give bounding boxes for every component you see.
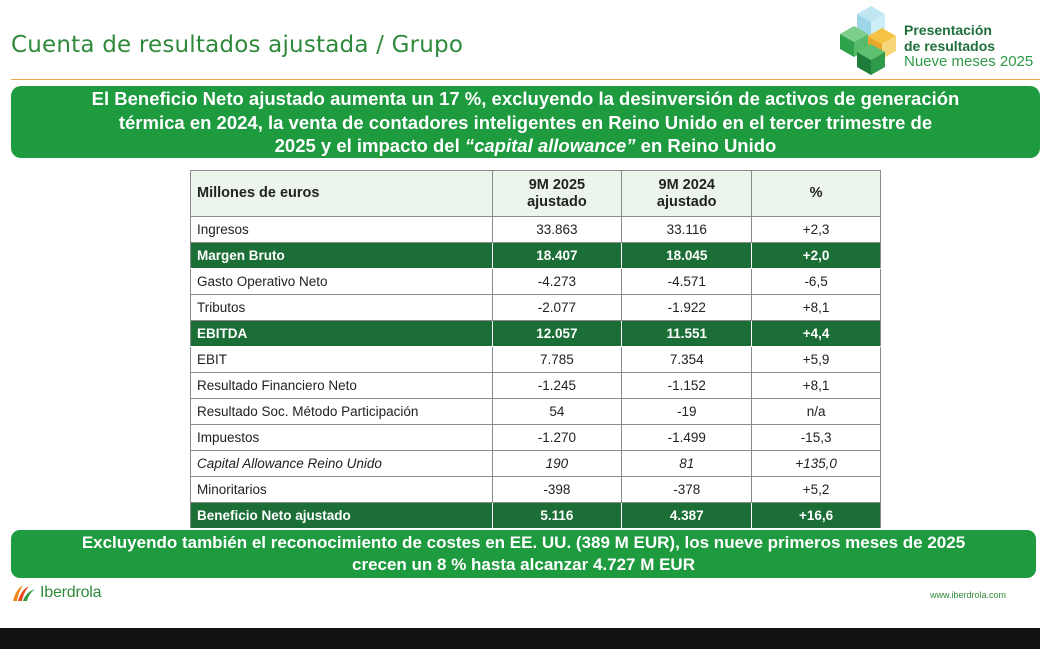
header-9m-2024-line2: ajustado [656, 193, 717, 210]
footer-note-banner [11, 530, 1036, 578]
headline-line3-pre: 2025 y el impacto del [274, 135, 465, 156]
value-9m-2025: 12.057 [492, 321, 622, 347]
header-9m-2024 [622, 171, 752, 217]
results-table [190, 170, 881, 529]
row-label: Beneficio Neto ajustado [191, 503, 493, 529]
value-percent: -6,5 [752, 269, 881, 295]
row-label: Impuestos [191, 425, 493, 451]
value-9m-2024: 7.354 [622, 347, 752, 373]
header-millones: Millones de euros [191, 171, 493, 217]
headline-line3 [11, 134, 1040, 158]
value-9m-2024: 33.116 [622, 217, 752, 243]
table-row [191, 425, 881, 451]
value-9m-2024: -378 [622, 477, 752, 503]
value-9m-2025: -398 [492, 477, 622, 503]
value-9m-2025: -4.273 [492, 269, 622, 295]
value-9m-2024: -19 [622, 399, 752, 425]
table-row [191, 321, 881, 347]
value-9m-2024: 4.387 [622, 503, 752, 529]
header-percent: % [752, 171, 881, 217]
brand-line3: Nueve meses 2025 [904, 53, 1034, 70]
row-label: Resultado Financiero Neto [191, 373, 493, 399]
row-label: Tributos [191, 295, 493, 321]
value-9m-2024: -1.152 [622, 373, 752, 399]
table-row [191, 217, 881, 243]
value-9m-2024: -1.922 [622, 295, 752, 321]
presentation-cubes-logo [840, 4, 902, 76]
footer-note-line1: Excluyendo también el reconocimiento de costes en EE. UU. (389 M EUR), los nueve primeros meses de 2025 [81, 533, 966, 552]
header-9m-2025-line1: 9M 2025 [528, 176, 586, 193]
value-percent: +4,4 [752, 321, 881, 347]
footer-note-line2: crecen un 8 % hasta alcanzar 4.727 M EUR [352, 555, 695, 574]
value-percent: +2,3 [752, 217, 881, 243]
row-label: EBIT [191, 347, 493, 373]
bottom-bar [0, 628, 1040, 649]
header-9m-2025-line2: ajustado [527, 193, 587, 210]
table-row [191, 243, 881, 269]
row-label: Margen Bruto [191, 243, 493, 269]
value-9m-2025: 190 [492, 451, 622, 477]
value-9m-2025: -1.245 [492, 373, 622, 399]
table-row [191, 399, 881, 425]
value-percent: +8,1 [752, 295, 881, 321]
table-row [191, 477, 881, 503]
headline-banner [11, 86, 1040, 158]
row-label: Resultado Soc. Método Participación [191, 399, 493, 425]
row-label: Minoritarios [191, 477, 493, 503]
value-9m-2024: 18.045 [622, 243, 752, 269]
value-percent: +135,0 [752, 451, 881, 477]
presentation-brand [904, 22, 1033, 70]
table-header-row [191, 171, 881, 217]
headline-line3-post: en Reino Unido [635, 135, 777, 156]
page-title: Cuenta de resultados ajustada / Grupo [11, 32, 464, 58]
value-percent: +2,0 [752, 243, 881, 269]
headline-line3-emphasis: “capital allowance” [464, 135, 636, 156]
brand-line1: Presentación [904, 22, 992, 38]
table-row [191, 451, 881, 477]
value-9m-2025: 54 [492, 399, 622, 425]
row-label: Gasto Operativo Neto [191, 269, 493, 295]
value-percent: +5,9 [752, 347, 881, 373]
value-9m-2025: -1.270 [492, 425, 622, 451]
row-label: EBITDA [191, 321, 493, 347]
value-percent: +5,2 [752, 477, 881, 503]
header-9m-2024-line1: 9M 2024 [658, 176, 715, 193]
value-9m-2025: 5.116 [492, 503, 622, 529]
value-9m-2024: 81 [622, 451, 752, 477]
value-percent: +8,1 [752, 373, 881, 399]
row-label: Ingresos [191, 217, 493, 243]
value-9m-2025: 18.407 [492, 243, 622, 269]
value-9m-2024: -1.499 [622, 425, 752, 451]
headline-line1: El Beneficio Neto ajustado aumenta un 17 %, excluyendo la desinversión de activos de generación [91, 88, 960, 109]
value-percent: +16,6 [752, 503, 881, 529]
value-percent: n/a [752, 399, 881, 425]
table-row [191, 373, 881, 399]
headline-line2: térmica en 2024, la venta de contadores inteligentes en Reino Unido en el tercer trimestre de [118, 111, 933, 133]
header-9m-2025 [492, 171, 622, 217]
value-9m-2025: -2.077 [492, 295, 622, 321]
table-row [191, 347, 881, 373]
iberdrola-logo [11, 583, 101, 603]
table-body [191, 217, 881, 529]
value-9m-2024: -4.571 [622, 269, 752, 295]
table-row [191, 269, 881, 295]
website-link[interactable]: www.iberdrola.com [930, 590, 1007, 600]
row-label: Capital Allowance Reino Unido [191, 451, 493, 477]
value-9m-2025: 33.863 [492, 217, 622, 243]
brand-line2: de resultados [904, 38, 996, 54]
table-row [191, 503, 881, 529]
table-row [191, 295, 881, 321]
value-9m-2025: 7.785 [492, 347, 622, 373]
iberdrola-wordmark: Iberdrola [40, 584, 102, 601]
iberdrola-leaf-icon [11, 583, 37, 603]
value-percent: -15,3 [752, 425, 881, 451]
title-divider [11, 79, 1040, 80]
value-9m-2024: 11.551 [622, 321, 752, 347]
